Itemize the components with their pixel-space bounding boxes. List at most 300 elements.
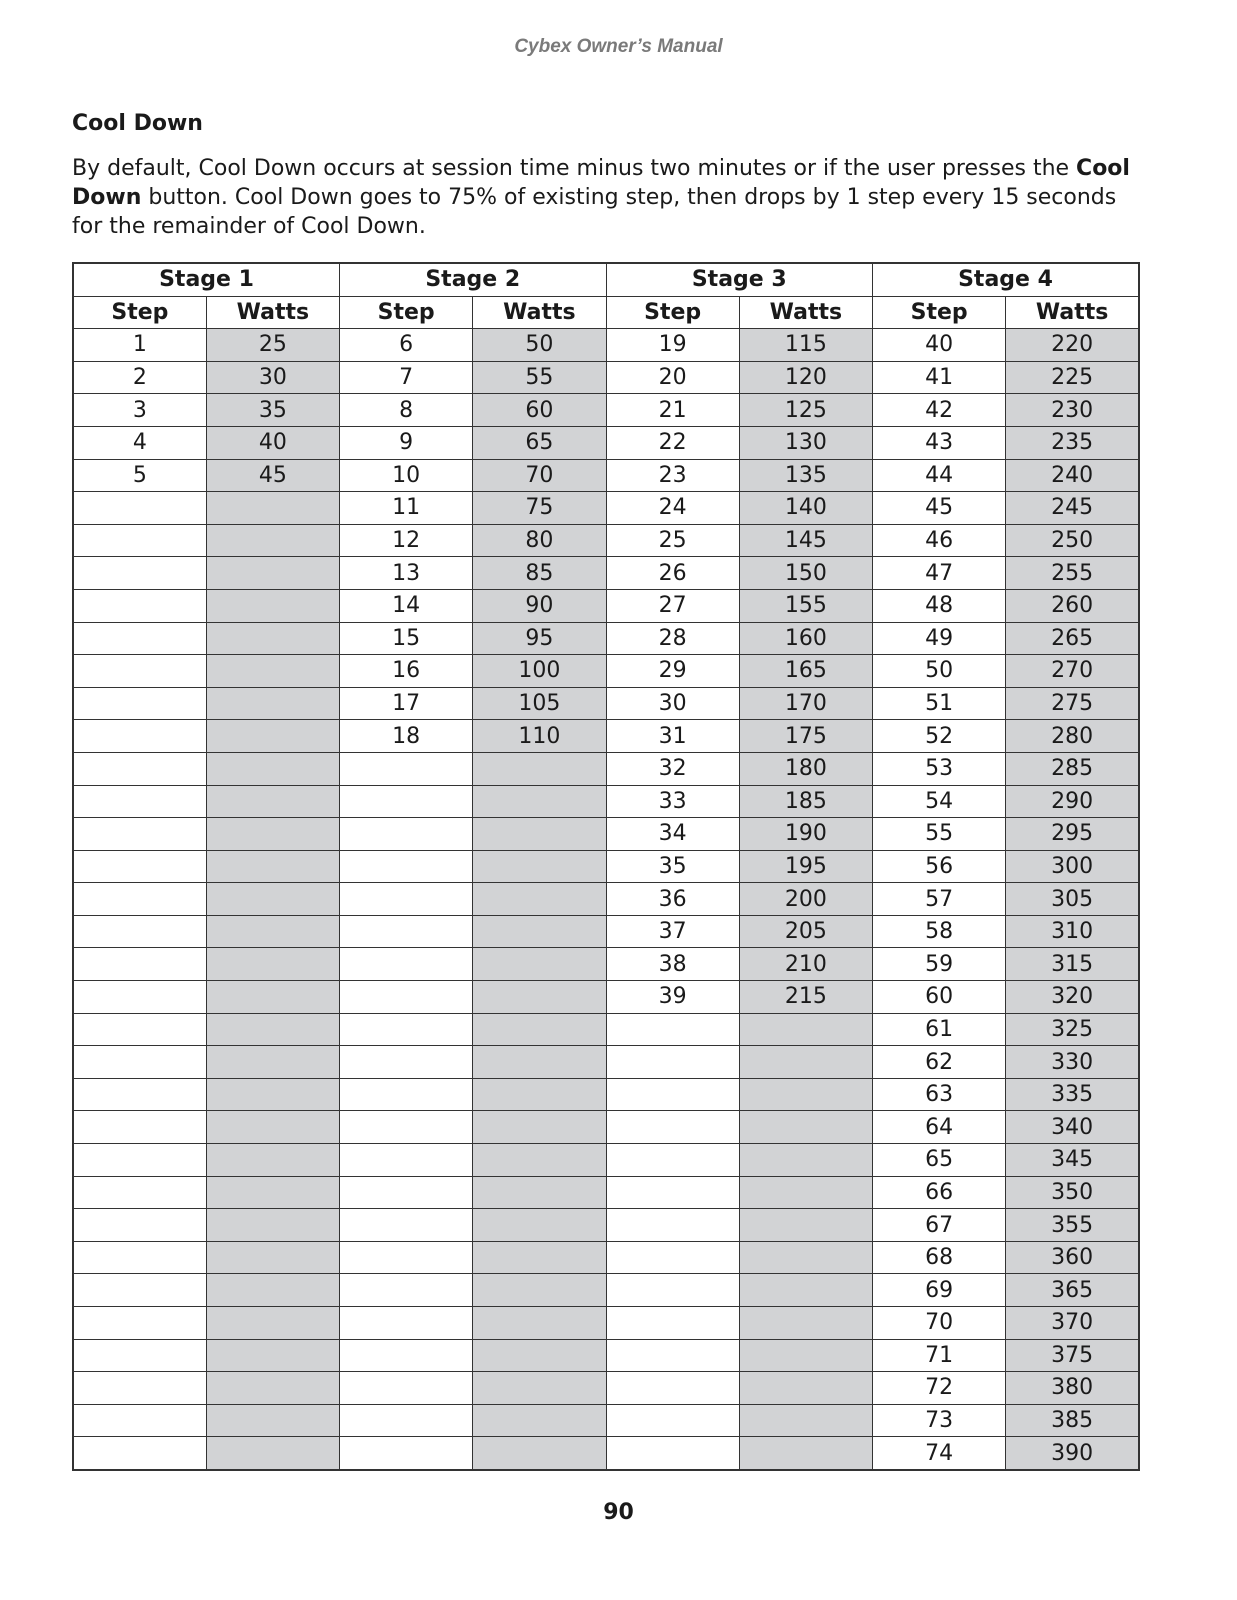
step-header: Step [73,296,206,329]
cool-down-step-table [72,262,1140,1471]
step-cell [340,1013,473,1046]
step-cell [340,1339,473,1372]
step-cell: 3 [73,394,206,427]
table-row [73,818,1139,851]
watts-cell [473,1111,606,1144]
step-cell [606,1209,739,1242]
step-cell: 52 [873,720,1006,753]
watts-cell: 120 [739,361,872,394]
watts-cell: 110 [473,720,606,753]
table-row [73,1274,1139,1307]
watts-cell [206,557,339,590]
watts-cell: 220 [1006,329,1139,362]
step-cell: 54 [873,785,1006,818]
table-row [73,1176,1139,1209]
watts-cell: 125 [739,394,872,427]
step-cell: 57 [873,883,1006,916]
step-cell [73,492,206,525]
watts-cell [473,1241,606,1274]
table-row [73,557,1139,590]
step-cell: 47 [873,557,1006,590]
watts-cell: 250 [1006,524,1139,557]
watts-cell: 310 [1006,915,1139,948]
table-row [73,655,1139,688]
table-body [73,329,1139,1470]
step-cell [340,818,473,851]
step-cell [73,1176,206,1209]
table-row [73,752,1139,785]
watts-cell [739,1307,872,1340]
step-cell [73,1372,206,1405]
watts-cell: 305 [1006,883,1139,916]
step-cell: 24 [606,492,739,525]
step-cell [340,1372,473,1405]
step-cell [73,785,206,818]
step-cell: 59 [873,948,1006,981]
watts-cell: 320 [1006,981,1139,1014]
watts-cell: 280 [1006,720,1139,753]
watts-cell [739,1176,872,1209]
table-row [73,850,1139,883]
step-cell [606,1176,739,1209]
page-number: 90 [603,1500,634,1525]
watts-cell: 325 [1006,1013,1139,1046]
watts-cell: 145 [739,524,872,557]
step-cell: 17 [340,687,473,720]
step-cell [73,752,206,785]
watts-cell: 35 [206,394,339,427]
watts-cell: 105 [473,687,606,720]
step-cell: 31 [606,720,739,753]
table-row [73,622,1139,655]
table-row [73,915,1139,948]
watts-cell: 85 [473,557,606,590]
step-cell: 69 [873,1274,1006,1307]
step-cell: 67 [873,1209,1006,1242]
watts-cell [473,785,606,818]
step-cell [606,1013,739,1046]
watts-cell: 330 [1006,1046,1139,1079]
table-row [73,1078,1139,1111]
step-cell: 53 [873,752,1006,785]
step-cell: 38 [606,948,739,981]
watts-cell: 350 [1006,1176,1139,1209]
step-cell: 36 [606,883,739,916]
watts-cell [206,1241,339,1274]
table-row [73,361,1139,394]
watts-cell: 90 [473,589,606,622]
step-cell [340,1209,473,1242]
step-cell [340,1176,473,1209]
step-cell: 4 [73,426,206,459]
watts-cell [206,752,339,785]
step-header: Step [340,296,473,329]
step-cell: 68 [873,1241,1006,1274]
step-cell: 60 [873,981,1006,1014]
watts-cell [206,687,339,720]
step-cell: 58 [873,915,1006,948]
step-cell [340,752,473,785]
table-row [73,981,1139,1014]
step-cell: 15 [340,622,473,655]
watts-cell: 225 [1006,361,1139,394]
watts-cell: 95 [473,622,606,655]
step-cell: 30 [606,687,739,720]
step-cell: 32 [606,752,739,785]
watts-cell: 375 [1006,1339,1139,1372]
step-cell [73,1209,206,1242]
table-row [73,1437,1139,1470]
step-cell [340,1241,473,1274]
step-cell: 23 [606,459,739,492]
watts-cell [206,1339,339,1372]
step-cell [606,1437,739,1470]
step-cell [73,1339,206,1372]
watts-cell [473,1274,606,1307]
watts-cell: 235 [1006,426,1139,459]
step-cell [340,785,473,818]
watts-cell: 160 [739,622,872,655]
watts-header: Watts [206,296,339,329]
step-cell [606,1372,739,1405]
step-cell [73,981,206,1014]
watts-cell: 210 [739,948,872,981]
watts-cell [206,655,339,688]
watts-cell: 195 [739,850,872,883]
step-cell: 46 [873,524,1006,557]
watts-cell [739,1241,872,1274]
watts-cell: 40 [206,426,339,459]
watts-cell: 185 [739,785,872,818]
step-cell [73,1013,206,1046]
step-cell: 61 [873,1013,1006,1046]
watts-cell: 115 [739,329,872,362]
watts-cell [206,720,339,753]
table-row [73,1307,1139,1340]
watts-cell: 355 [1006,1209,1139,1242]
watts-cell: 50 [473,329,606,362]
step-cell: 16 [340,655,473,688]
step-cell: 72 [873,1372,1006,1405]
step-cell [340,981,473,1014]
watts-cell [739,1404,872,1437]
step-cell [73,1241,206,1274]
table-row [73,492,1139,525]
watts-cell: 190 [739,818,872,851]
running-header: Cybex Owner’s Manual [514,36,723,57]
step-cell [73,524,206,557]
watts-cell: 170 [739,687,872,720]
step-cell [73,850,206,883]
watts-cell: 175 [739,720,872,753]
watts-cell: 215 [739,981,872,1014]
step-cell [73,655,206,688]
table-row [73,1144,1139,1177]
step-cell [340,1046,473,1079]
stage-4-header: Stage 4 [873,263,1140,296]
step-cell [606,1339,739,1372]
step-cell: 33 [606,785,739,818]
watts-cell: 165 [739,655,872,688]
watts-cell: 65 [473,426,606,459]
watts-cell: 180 [739,752,872,785]
watts-cell [206,1307,339,1340]
watts-cell [206,1078,339,1111]
step-cell: 55 [873,818,1006,851]
step-cell [340,915,473,948]
step-cell: 29 [606,655,739,688]
watts-cell: 365 [1006,1274,1139,1307]
watts-cell [473,948,606,981]
step-cell [606,1307,739,1340]
table-row [73,948,1139,981]
watts-header: Watts [473,296,606,329]
table-row [73,589,1139,622]
step-cell [73,883,206,916]
watts-cell [739,1013,872,1046]
watts-cell [206,1404,339,1437]
table-row [73,687,1139,720]
watts-cell: 285 [1006,752,1139,785]
watts-cell [473,981,606,1014]
step-cell: 45 [873,492,1006,525]
watts-cell [206,818,339,851]
step-cell [606,1046,739,1079]
watts-cell [473,1437,606,1470]
watts-cell: 260 [1006,589,1139,622]
watts-cell: 360 [1006,1241,1139,1274]
watts-cell [206,1111,339,1144]
step-cell: 6 [340,329,473,362]
step-cell: 49 [873,622,1006,655]
watts-cell [739,1209,872,1242]
step-cell [73,1111,206,1144]
watts-cell: 340 [1006,1111,1139,1144]
step-cell [340,850,473,883]
watts-cell [473,1339,606,1372]
table-row [73,459,1139,492]
watts-cell [473,1372,606,1405]
intro-text-1: By default, Cool Down occurs at session time minus two minutes or if the user presses the [72,156,1077,181]
step-cell [340,1078,473,1111]
step-cell [73,687,206,720]
step-cell [340,1437,473,1470]
step-header: Step [873,296,1006,329]
step-cell: 19 [606,329,739,362]
stage-1-header: Stage 1 [73,263,340,296]
table-row [73,1046,1139,1079]
watts-cell [206,1437,339,1470]
watts-cell [739,1111,872,1144]
table-row [73,883,1139,916]
step-cell: 65 [873,1144,1006,1177]
watts-cell [739,1144,872,1177]
watts-cell [473,915,606,948]
step-cell [73,622,206,655]
step-cell: 66 [873,1176,1006,1209]
step-cell: 42 [873,394,1006,427]
step-cell: 35 [606,850,739,883]
step-cell [73,818,206,851]
table-row [73,1111,1139,1144]
step-cell: 18 [340,720,473,753]
watts-cell: 240 [1006,459,1139,492]
watts-cell: 295 [1006,818,1139,851]
watts-cell [206,785,339,818]
watts-cell: 80 [473,524,606,557]
table-row [73,720,1139,753]
watts-cell [739,1339,872,1372]
step-cell: 71 [873,1339,1006,1372]
watts-cell: 155 [739,589,872,622]
watts-cell [206,1372,339,1405]
step-cell: 74 [873,1437,1006,1470]
watts-cell: 270 [1006,655,1139,688]
watts-cell: 345 [1006,1144,1139,1177]
step-cell: 56 [873,850,1006,883]
watts-cell: 150 [739,557,872,590]
step-cell [340,1404,473,1437]
watts-cell: 30 [206,361,339,394]
step-cell [73,1046,206,1079]
watts-cell: 315 [1006,948,1139,981]
step-header: Step [606,296,739,329]
step-cell: 13 [340,557,473,590]
watts-cell: 75 [473,492,606,525]
stage-header-row [73,263,1139,296]
watts-cell: 275 [1006,687,1139,720]
step-cell: 40 [873,329,1006,362]
watts-cell: 130 [739,426,872,459]
step-cell: 8 [340,394,473,427]
step-cell: 27 [606,589,739,622]
table-row [73,1209,1139,1242]
step-cell: 73 [873,1404,1006,1437]
step-cell: 51 [873,687,1006,720]
step-cell: 34 [606,818,739,851]
watts-cell: 335 [1006,1078,1139,1111]
step-cell [73,1274,206,1307]
watts-cell [206,883,339,916]
step-cell: 41 [873,361,1006,394]
watts-cell [473,850,606,883]
step-cell: 22 [606,426,739,459]
watts-cell: 55 [473,361,606,394]
watts-cell [473,1078,606,1111]
watts-cell: 140 [739,492,872,525]
table-row [73,329,1139,362]
watts-cell: 100 [473,655,606,688]
step-cell [73,1404,206,1437]
watts-cell [473,1404,606,1437]
step-cell: 12 [340,524,473,557]
watts-cell: 380 [1006,1372,1139,1405]
watts-cell [206,1144,339,1177]
watts-cell: 290 [1006,785,1139,818]
watts-cell [206,1046,339,1079]
step-cell: 44 [873,459,1006,492]
stage-2-header: Stage 2 [340,263,607,296]
table-row [73,426,1139,459]
step-cell [340,883,473,916]
watts-cell [473,1046,606,1079]
step-cell: 14 [340,589,473,622]
watts-cell: 385 [1006,1404,1139,1437]
step-cell: 21 [606,394,739,427]
watts-cell: 135 [739,459,872,492]
step-cell: 11 [340,492,473,525]
step-cell [606,1078,739,1111]
step-cell [606,1274,739,1307]
watts-cell: 70 [473,459,606,492]
watts-cell [206,622,339,655]
watts-cell [473,1307,606,1340]
step-cell [340,1144,473,1177]
table-row [73,1241,1139,1274]
step-cell [73,1144,206,1177]
step-cell: 25 [606,524,739,557]
watts-cell [206,524,339,557]
watts-cell [473,1144,606,1177]
step-cell: 62 [873,1046,1006,1079]
step-cell: 28 [606,622,739,655]
step-cell: 39 [606,981,739,1014]
watts-cell [473,1176,606,1209]
watts-cell [206,1176,339,1209]
table-row [73,1404,1139,1437]
table-row [73,524,1139,557]
section-title: Cool Down [72,111,203,136]
step-cell [73,915,206,948]
watts-cell: 300 [1006,850,1139,883]
step-cell [73,589,206,622]
step-cell: 70 [873,1307,1006,1340]
watts-cell: 45 [206,459,339,492]
watts-cell [206,589,339,622]
step-cell: 43 [873,426,1006,459]
intro-bold-term: Cool Down [72,156,1130,210]
watts-cell [206,850,339,883]
watts-cell [473,752,606,785]
watts-cell: 390 [1006,1437,1139,1470]
watts-cell [739,1274,872,1307]
watts-cell: 230 [1006,394,1139,427]
intro-text-2: button. Cool Down goes to 75% of existing step, then drops by 1 step every 15 seconds for the remainder of Cool Down. [72,185,1117,239]
watts-cell [473,1209,606,1242]
column-header-row [73,296,1139,329]
watts-cell [206,492,339,525]
step-cell [340,1111,473,1144]
watts-cell: 265 [1006,622,1139,655]
watts-cell [206,981,339,1014]
stage-3-header: Stage 3 [606,263,873,296]
table-row [73,1339,1139,1372]
watts-cell [206,915,339,948]
step-cell: 37 [606,915,739,948]
watts-cell [206,948,339,981]
watts-cell: 255 [1006,557,1139,590]
watts-cell [739,1372,872,1405]
watts-cell: 200 [739,883,872,916]
step-cell [73,720,206,753]
step-cell [73,1437,206,1470]
step-cell: 63 [873,1078,1006,1111]
watts-cell [739,1046,872,1079]
watts-cell [206,1274,339,1307]
step-cell [606,1404,739,1437]
table-row [73,1372,1139,1405]
watts-cell: 205 [739,915,872,948]
